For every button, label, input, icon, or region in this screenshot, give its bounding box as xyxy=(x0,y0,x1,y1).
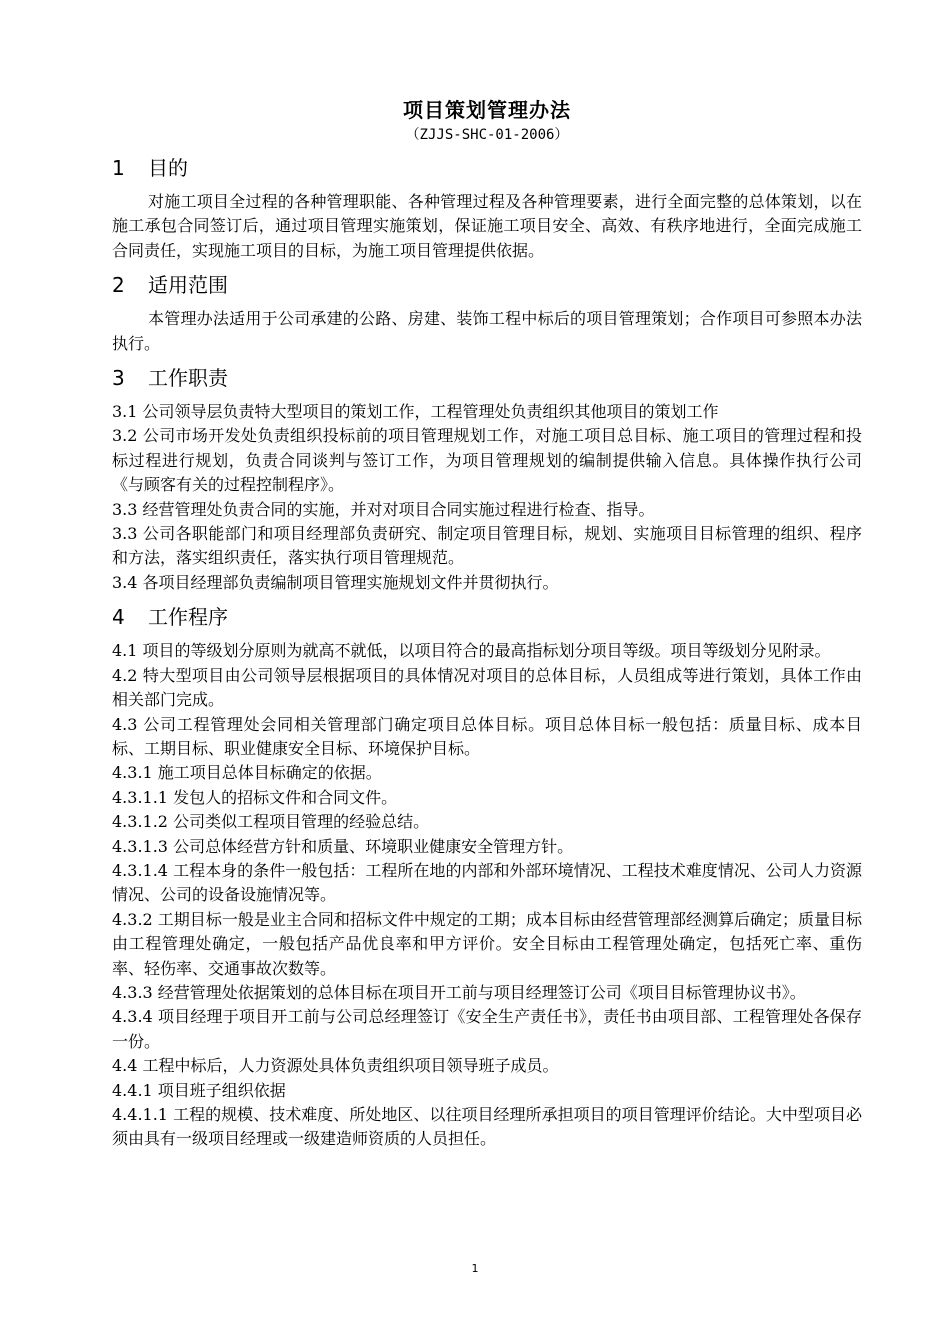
section-heading-2 xyxy=(112,271,862,299)
paragraph: 对施工项目全过程的各种管理职能、各种管理过程及各种管理要素，进行全面完整的总体策划，以在施工承包合同签订后，通过项目管理实施策划，保证施工项目安全、高效、有秩序地进行，全面完成施工合同责任，实现施工项目的目标，为施工项目管理提供依据。 xyxy=(112,192,862,260)
section-title: 目的 xyxy=(148,156,188,180)
clause: 4.3.1.2 公司类似工程项目管理的经验总结。 xyxy=(112,812,430,832)
clause: 4.4 工程中标后，人力资源处具体负责组织项目领导班子成员。 xyxy=(112,1056,559,1076)
clause: 4.4.1.1 工程的规模、技术难度、所处地区、以往项目经理所承担项目的项目管理评价结论。大中型项目必须由具有一级项目经理或一级建造师资质的人员担任。 xyxy=(112,1105,862,1149)
section-heading-1 xyxy=(112,154,862,182)
clause: 4.3.2 工期目标一般是业主合同和招标文件中规定的工期；成本目标由经营管理部经测算后确定；质量目标由工程管理处确定，一般包括产品优良率和甲方评价。安全目标由工程管理处确定，包括死亡率、重伤率、轻伤率、交通事故次数等。 xyxy=(112,909,862,978)
clause: 4.3.1 施工项目总体目标确定的依据。 xyxy=(112,763,382,783)
clause: 4.3.1.4 工程本身的条件一般包括：工程所在地的内部和外部环境情况、工程技术难度情况、公司人力资源情况、公司的设备设施情况等。 xyxy=(112,860,862,905)
section-heading-4 xyxy=(112,603,862,631)
section-number: 1 xyxy=(112,156,125,180)
clause: 4.3.1.1 发包人的招标文件和合同文件。 xyxy=(112,787,398,807)
section-title: 工作程序 xyxy=(148,605,228,630)
clause: 3.3 公司各职能部门和项目经理部负责研究、制定项目管理目标，规划、实施项目目标管理的组织、程序和方法，落实组织责任，落实执行项目管理规范。 xyxy=(112,524,862,568)
clause: 3.2 公司市场开发处负责组织投标前的项目管理规划工作，对施工项目总目标、施工项目的管理过程和投标过程进行规划，负责合同谈判与签订工作，为项目管理规划的编制提供输入信息。具体操作执行公司《与顾客有关的过程控制程序》。 xyxy=(112,426,862,495)
clause: 4.3.3 经营管理处依据策划的总体目标在项目开工前与项目经理签订公司《项目目标管理协议书》。 xyxy=(112,982,806,1002)
clause: 4.4.1 项目班子组织依据 xyxy=(112,1080,286,1100)
section-heading-3 xyxy=(112,364,862,392)
section-title: 适用范围 xyxy=(148,273,228,298)
clause: 3.1 公司领导层负责特大型项目的策划工作，工程管理处负责组织其他项目的策划工作 xyxy=(112,402,719,422)
document-code: （ZJJS-SHC-01-2006） xyxy=(405,127,569,143)
clause: 4.2 特大型项目由公司领导层根据项目的具体情况对项目的总体目标，人员组成等进行策划，具体工作由相关部门完成。 xyxy=(112,665,862,710)
clause: 4.3 公司工程管理处会同相关管理部门确定项目总体目标。项目总体目标一般包括：质量目标、成本目标、工期目标、职业健康安全目标、环境保护目标。 xyxy=(112,714,862,758)
clause: 4.3.1.3 公司总体经营方针和质量、环境职业健康安全管理方针。 xyxy=(112,836,574,856)
document-page xyxy=(112,96,862,1152)
section-number: 2 xyxy=(112,273,125,298)
section-title: 工作职责 xyxy=(148,366,228,391)
paragraph: 本管理办法适用于公司承建的公路、房建、装饰工程中标后的项目管理策划；合作项目可参照本办法执行。 xyxy=(112,309,862,353)
clause: 3.4 各项目经理部负责编制项目管理实施规划文件并贯彻执行。 xyxy=(112,572,559,592)
clause: 4.1 项目的等级划分原则为就高不就低，以项目符合的最高指标划分项目等级。项目等级划分见附录。 xyxy=(112,641,831,661)
document-title: 项目策划管理办法 xyxy=(403,98,571,122)
section-number: 4 xyxy=(112,605,125,630)
clause: 3.3 经营管理处负责合同的实施，并对对项目合同实施过程进行检查、指导。 xyxy=(112,499,655,519)
clause: 4.3.4 项目经理于项目开工前与公司总经理签订《安全生产责任书》，责任书由项目部、工程管理处各保存一份。 xyxy=(112,1007,862,1051)
section-number: 3 xyxy=(112,366,125,391)
page-number: 1 xyxy=(471,1262,479,1275)
